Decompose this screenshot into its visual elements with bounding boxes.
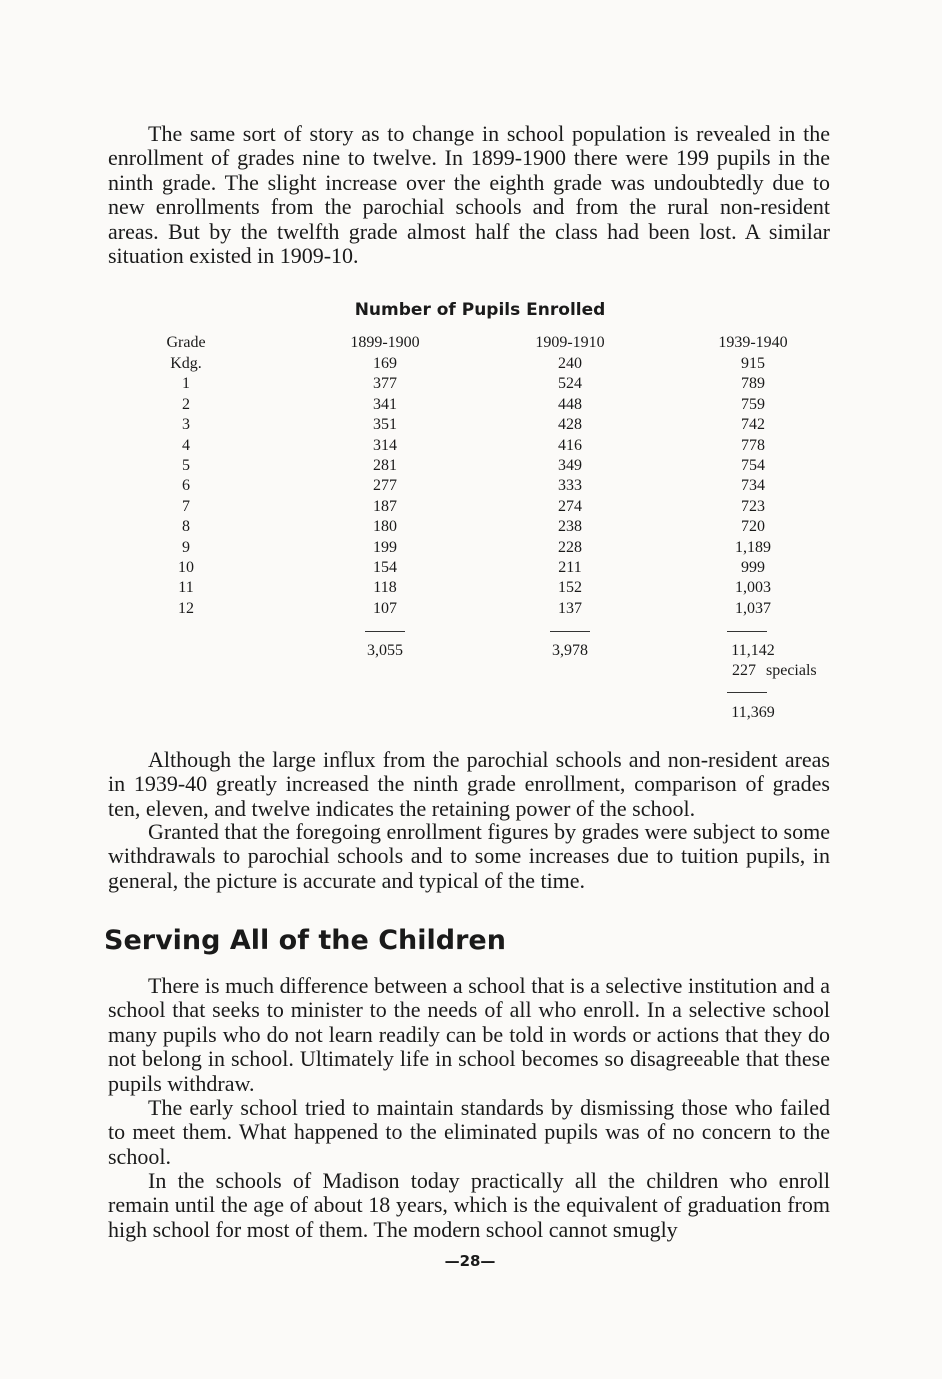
table-cell: 915 [741, 355, 765, 372]
table-cell: 341 [373, 395, 397, 413]
table-cell: 118 [373, 579, 397, 597]
madison-paragraph: In the schools of Madison today practically all the children who enroll remain until the age of about 18 years, which is the equivalent of graduation from high school for most of them. The modern school cannot smugly [108, 1168, 830, 1242]
sum-rule [727, 692, 767, 693]
table-cell: Kdg. [170, 355, 202, 372]
table-cell: 1,189 [735, 538, 771, 556]
table-cell: 1,037 [735, 599, 771, 617]
table-cell: 107 [373, 599, 397, 617]
table-cell: 2 [182, 395, 190, 413]
page-number: —28— [444, 1252, 496, 1270]
table-cell: 240 [558, 355, 582, 372]
section-heading: Serving All of the Children [104, 925, 506, 956]
table-header-cell: 1899-1900 [350, 334, 420, 351]
table-cell: 333 [558, 477, 582, 495]
table-total-cell: 3,978 [552, 642, 588, 659]
table-cell: 154 [373, 559, 397, 576]
sum-rule [727, 631, 767, 632]
table-cell: 228 [558, 538, 582, 556]
table-cell: 12 [178, 599, 194, 617]
table-cell: 277 [373, 477, 397, 495]
table-cell: 9 [182, 538, 190, 556]
table-cell: 281 [373, 457, 397, 474]
table-grand-total: 11,369 [731, 704, 775, 721]
table-cell: 7 [182, 497, 190, 515]
table-cell: 199 [373, 538, 397, 556]
table-cell: 999 [741, 559, 765, 576]
table-cell: 734 [741, 477, 765, 495]
table-header-cell: 1939-1940 [718, 334, 788, 351]
table-cell: 4 [182, 436, 190, 454]
table-cell: 6 [182, 477, 190, 495]
table-header-cell: 1909-1910 [535, 334, 605, 351]
table-cell: 1,003 [735, 579, 771, 597]
table-cell: 428 [558, 416, 582, 434]
table-cell: 238 [558, 518, 582, 536]
table-title: Number of Pupils Enrolled [354, 300, 606, 320]
table-cell: 789 [741, 375, 765, 393]
table-cell: 152 [558, 579, 582, 597]
table-cell: 137 [558, 599, 582, 617]
table-cell: 720 [741, 518, 765, 536]
table-total-cell: 11,142 [731, 642, 775, 659]
table-cell: 754 [741, 457, 765, 474]
table-cell: 759 [741, 395, 765, 413]
specials-line [732, 661, 817, 681]
table-total-cell: 3,055 [367, 642, 403, 659]
specials-label: specials [766, 662, 817, 679]
influx-paragraph: Although the large influx from the parochial schools and non-resident areas in 1939-40 greatly increased the ninth grade enrollment, comparison of grades ten, eleven, and twelve indicates the retaining power of the school. [108, 747, 830, 821]
table-cell: 314 [373, 436, 397, 454]
table-cell: 448 [558, 395, 582, 413]
specials-value: 227 [732, 662, 756, 679]
table-cell: 8 [182, 518, 190, 536]
table-cell: 187 [373, 497, 397, 515]
table-cell: 11 [178, 579, 194, 597]
table-cell: 351 [373, 416, 397, 434]
sum-rule [550, 631, 590, 632]
table-cell: 524 [558, 375, 582, 393]
table-cell: 742 [741, 416, 765, 434]
table-cell: 349 [558, 457, 582, 474]
table-cell: 1 [182, 375, 190, 393]
table-cell: 377 [373, 375, 397, 393]
table-header-cell: Grade [166, 334, 206, 351]
table-cell: 180 [373, 518, 397, 536]
table-cell: 723 [741, 497, 765, 515]
table-cell: 274 [558, 497, 582, 515]
table-cell: 778 [741, 436, 765, 454]
granted-paragraph: Granted that the foregoing enrollment figures by grades were subject to some withdrawals to parochial schools and to some increases due to tuition pupils, in general, the picture is accurate and typical of the time. [108, 819, 830, 893]
table-cell: 169 [373, 355, 397, 372]
table-cell: 5 [182, 457, 190, 474]
sum-rule [365, 631, 405, 632]
table-cell: 211 [558, 559, 582, 576]
table-cell: 10 [178, 559, 194, 576]
intro-paragraph: The same sort of story as to change in school population is revealed in the enrollment of grades nine to twelve. In 1899-1900 there were 199 pupils in the ninth grade. The slight increase over the eighth grade was undoubtedly due to new enrollments from the parochial schools and from the rural non-resident areas. But by the twelfth grade almost half the class had been lost. A similar situation existed in 1909-10. [108, 121, 830, 269]
table-cell: 416 [558, 436, 582, 454]
table-cell: 3 [182, 416, 190, 434]
selective-paragraph: There is much difference between a school that is a selective institution and a school that seeks to minister to the needs of all who enroll. In a selective school many pupils who do not learn readily can be told in words or actions that they do not belong in school. Ultimately life in school becomes so disagreeable that these pupils withdraw. [108, 973, 830, 1096]
early-school-paragraph: The early school tried to maintain standards by dismissing those who failed to meet them. What happened to the eliminated pupils was of no concern to the school. [108, 1095, 830, 1169]
